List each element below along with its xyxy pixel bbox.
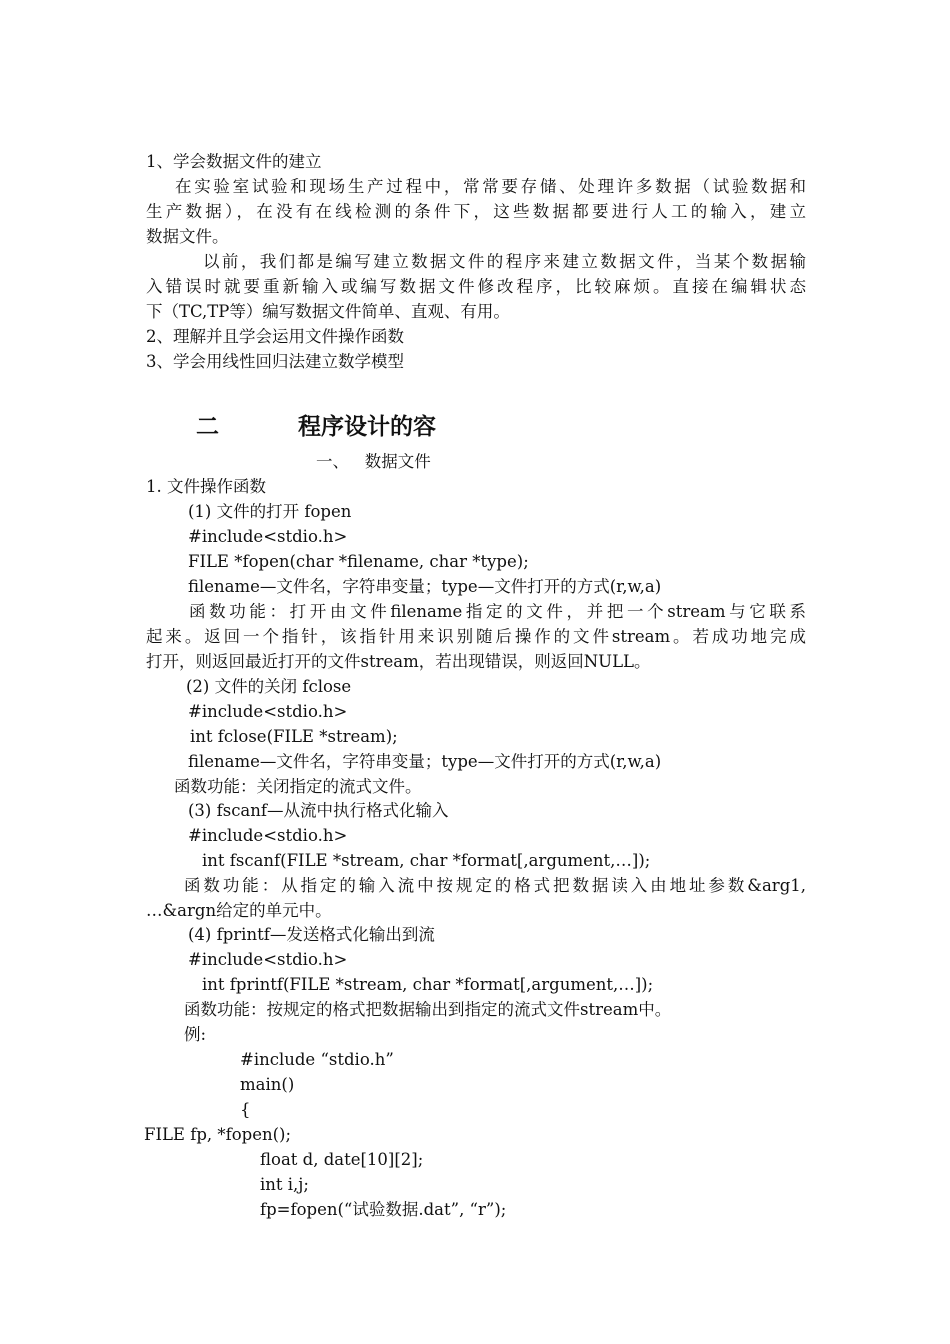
fprintf-include: #include<stdio.h> — [188, 950, 348, 969]
fscanf-desc-line-1: 函数功能：从指定的输入流中按规定的格式把数据读入由地址参数&arg1, — [184, 876, 806, 895]
fscanf-desc-line-2: …&argn给定的单元中。 — [146, 901, 332, 920]
example-label: 例: — [184, 1025, 207, 1044]
subsection-title: 1. 文件操作函数 — [146, 477, 266, 496]
fopen-desc-line-3: 打开，则返回最近打开的文件stream，若出现错误，则返回NULL。 — [146, 652, 651, 671]
fclose-title: (2) 文件的关闭 fclose — [186, 677, 352, 696]
item-1: 1、学会数据文件的建立 — [146, 152, 322, 171]
fprintf-desc: 函数功能：按规定的格式把数据输出到指定的流式文件stream中。 — [184, 1000, 672, 1019]
fopen-include: #include<stdio.h> — [188, 527, 348, 546]
fopen-title: (1) 文件的打开 fopen — [188, 502, 352, 521]
fclose-desc: 函数功能：关闭指定的流式文件。 — [174, 777, 422, 796]
fclose-params: filename—文件名，字符串变量；type—文件打开的方式(r,w,a) — [188, 752, 662, 771]
code-line: float d, date[10][2]; — [260, 1150, 424, 1169]
para-2-line-1: 以前，我们都是编写建立数据文件的程序来建立数据文件，当某个数据输 — [203, 252, 806, 271]
fscanf-prototype: int fscanf(FILE *stream, char *format[,argument,…]); — [202, 851, 651, 870]
fclose-include: #include<stdio.h> — [188, 702, 348, 721]
para-2-line-3: 下（TC,TP等）编写数据文件简单、直观、有用。 — [146, 302, 510, 321]
code-line: { — [240, 1100, 251, 1119]
para-2-line-2: 入错误时就要重新输入或编写数据文件修改程序，比较麻烦。直接在编辑状态 — [146, 277, 806, 296]
fopen-params: filename—文件名，字符串变量；type—文件打开的方式(r,w,a) — [188, 577, 662, 596]
fscanf-title: (3) fscanf—从流中执行格式化输入 — [188, 801, 449, 820]
fopen-prototype: FILE *fopen(char *filename, char *type); — [188, 552, 529, 571]
fopen-desc-line-2: 起来。返回一个指针，该指针用来识别随后操作的文件stream。若成功地完成 — [146, 627, 806, 646]
para-1-line-2: 生产数据），在没有在线检测的条件下，这些数据都要进行人工的输入，建立 — [146, 202, 806, 221]
fclose-prototype: int fclose(FILE *stream); — [190, 727, 398, 746]
fprintf-title: (4) fprintf—发送格式化输出到流 — [188, 925, 435, 944]
chapter-number: 二 — [196, 413, 219, 440]
code-line: FILE fp, *fopen(); — [144, 1125, 292, 1144]
code-line: #include “stdio.h” — [240, 1050, 394, 1069]
fopen-desc-line-1: 函数功能：打开由文件filename指定的文件，并把一个stream与它联系 — [189, 602, 806, 621]
para-1-line-1: 在实验室试验和现场生产过程中，常常要存储、处理许多数据（试验数据和 — [175, 177, 806, 196]
code-line: fp=fopen(“试验数据.dat”, “r”); — [260, 1200, 507, 1219]
fprintf-prototype: int fprintf(FILE *stream, char *format[,argument,…]); — [202, 975, 654, 994]
item-3: 3、学会用线性回归法建立数学模型 — [146, 352, 404, 371]
fscanf-include: #include<stdio.h> — [188, 826, 348, 845]
chapter-title: 程序设计的容 — [298, 413, 436, 440]
section-heading: 一、 数据文件 — [316, 452, 431, 471]
para-1-line-3: 数据文件。 — [146, 227, 229, 246]
code-line: main() — [240, 1075, 295, 1094]
item-2: 2、理解并且学会运用文件操作函数 — [146, 327, 404, 346]
code-line: int i,j; — [260, 1175, 309, 1194]
